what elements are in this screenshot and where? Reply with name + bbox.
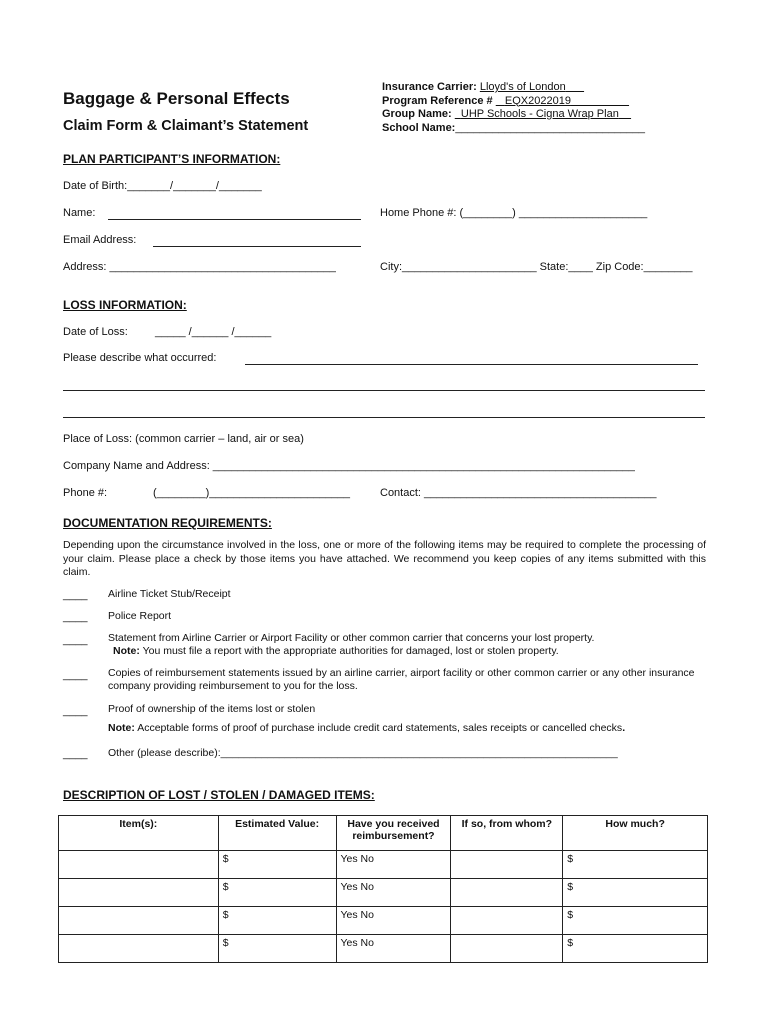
- how-much-cell[interactable]: $: [563, 935, 708, 963]
- doc-item-statement: [108, 632, 708, 658]
- item-cell[interactable]: [59, 907, 219, 935]
- how-much-cell[interactable]: $: [563, 879, 708, 907]
- group-value: UHP Schools - Cigna Wrap Plan: [460, 108, 619, 120]
- form-subtitle: Claim Form & Claimant’s Statement: [63, 118, 309, 134]
- program-value: EQX2022019: [504, 94, 571, 107]
- note-2-text: Acceptable forms of proof of purchase include credit card statements, sales receipts or cancelled checks: [137, 722, 623, 734]
- check-police[interactable]: ____: [63, 611, 88, 623]
- carrier-info: Insurance Carrier: Lloyd's of London Program Reference # EQX2022019 Group Name: UHP Schools - Cigna Wrap Plan School Name:_______________________________: [382, 81, 646, 134]
- city-state-zip-field[interactable]: City:______________________ State:____ Zip Code:________: [380, 261, 693, 273]
- how-much-cell[interactable]: $: [563, 851, 708, 879]
- from-whom-cell[interactable]: [451, 907, 563, 935]
- dob-field[interactable]: Date of Birth:_______/_______/_______: [63, 180, 262, 192]
- note-2-period: .: [622, 722, 626, 734]
- check-ownership[interactable]: ____: [63, 705, 88, 717]
- doc-item-police: Police Report: [108, 610, 172, 622]
- doc-item-statement-text: Statement from Airline Carrier or Airport Facility or other common carrier that concerns your lost property.: [108, 632, 595, 644]
- name-label: Name:: [63, 207, 96, 219]
- items-section-title: DESCRIPTION OF LOST / STOLEN / DAMAGED ITEMS:: [63, 788, 375, 802]
- documentation-intro: Depending upon the circumstance involved in the loss, one or more of the following items may be required to complete the processing of your claim. Please place a check by those items you have attached. We recommend you keep copies of any items submitted with this claim.: [63, 539, 706, 578]
- group-label: Group Name:: [382, 108, 452, 120]
- table-row: [59, 851, 708, 879]
- from-whom-cell[interactable]: [451, 935, 563, 963]
- check-statement[interactable]: ____: [63, 634, 88, 646]
- header-items: Item(s):: [59, 816, 219, 851]
- email-field[interactable]: [153, 246, 361, 247]
- table-row: [59, 879, 708, 907]
- header-from-whom: If so, from whom?: [451, 816, 563, 851]
- table-row: [59, 935, 708, 963]
- yes-no-cell[interactable]: Yes No: [336, 907, 451, 935]
- check-ticket[interactable]: ____: [63, 589, 88, 601]
- value-cell[interactable]: $: [218, 851, 336, 879]
- carrier-label: Insurance Carrier:: [382, 81, 477, 93]
- item-cell[interactable]: [59, 935, 219, 963]
- how-much-cell[interactable]: $: [563, 907, 708, 935]
- describe-line-2[interactable]: [63, 390, 705, 391]
- documentation-section-title: DOCUMENTATION REQUIREMENTS:: [63, 516, 272, 530]
- value-cell[interactable]: $: [218, 879, 336, 907]
- check-other[interactable]: ____: [63, 748, 88, 760]
- form-title: Baggage & Personal Effects: [63, 89, 290, 108]
- yes-no-cell[interactable]: Yes No: [336, 879, 451, 907]
- doc-item-ownership: [108, 703, 708, 735]
- describe-label: Please describe what occurred:: [63, 352, 217, 364]
- date-of-loss-label: Date of Loss:: [63, 326, 128, 338]
- yes-no-cell[interactable]: Yes No: [336, 935, 451, 963]
- items-table-header: [59, 816, 708, 851]
- table-row: [59, 907, 708, 935]
- loss-phone-label: Phone #:: [63, 487, 108, 499]
- from-whom-cell[interactable]: [451, 851, 563, 879]
- header-how-much: How much?: [563, 816, 708, 851]
- note-1-text: You must file a report with the appropriate authorities for damaged, lost or stolen property.: [142, 645, 559, 657]
- date-of-loss-field[interactable]: _____ /______ /______: [155, 326, 272, 338]
- company-field[interactable]: Company Name and Address: _____________________________________________________________________: [63, 460, 635, 472]
- header-reimbursement: Have you received reimbursement?: [336, 816, 451, 851]
- name-field[interactable]: [108, 219, 361, 220]
- doc-item-reimbursement: Copies of reimbursement statements issued by an airline carrier, airport facility or other common carrier or any other insurance company providing reimbursement to you for the loss.: [108, 667, 695, 692]
- check-reimbursement[interactable]: ____: [63, 669, 88, 681]
- items-table: [58, 815, 708, 963]
- note-label-1: Note:: [113, 645, 140, 657]
- header-estimated-value: Estimated Value:: [218, 816, 336, 851]
- note-label-2: Note:: [108, 722, 135, 734]
- doc-item-ticket: Airline Ticket Stub/Receipt: [108, 588, 231, 600]
- value-cell[interactable]: $: [218, 907, 336, 935]
- yes-no-cell[interactable]: Yes No: [336, 851, 451, 879]
- from-whom-cell[interactable]: [451, 879, 563, 907]
- item-cell[interactable]: [59, 879, 219, 907]
- describe-line-3[interactable]: [63, 417, 705, 418]
- participant-section-title: PLAN PARTICIPANT’S INFORMATION:: [63, 152, 281, 166]
- contact-field[interactable]: Contact: ______________________________________: [380, 487, 657, 499]
- carrier-value: Lloyd's of London: [479, 81, 566, 93]
- address-field[interactable]: Address: _____________________________________: [63, 261, 336, 273]
- home-phone-field[interactable]: Home Phone #: (________) _____________________: [380, 207, 648, 219]
- doc-item-other[interactable]: Other (please describe):____________________________________________________________________: [108, 747, 618, 759]
- describe-line-1[interactable]: [245, 364, 698, 365]
- value-cell[interactable]: $: [218, 935, 336, 963]
- school-label: School Name:: [382, 121, 456, 134]
- email-label: Email Address:: [63, 234, 137, 246]
- loss-phone-field[interactable]: (________)_______________________: [153, 487, 350, 499]
- program-label: Program Reference #: [382, 94, 493, 107]
- loss-section-title: LOSS INFORMATION:: [63, 298, 187, 312]
- place-of-loss-label: Place of Loss: (common carrier – land, air or sea): [63, 433, 304, 445]
- item-cell[interactable]: [59, 851, 219, 879]
- doc-item-ownership-text: Proof of ownership of the items lost or stolen: [108, 703, 316, 715]
